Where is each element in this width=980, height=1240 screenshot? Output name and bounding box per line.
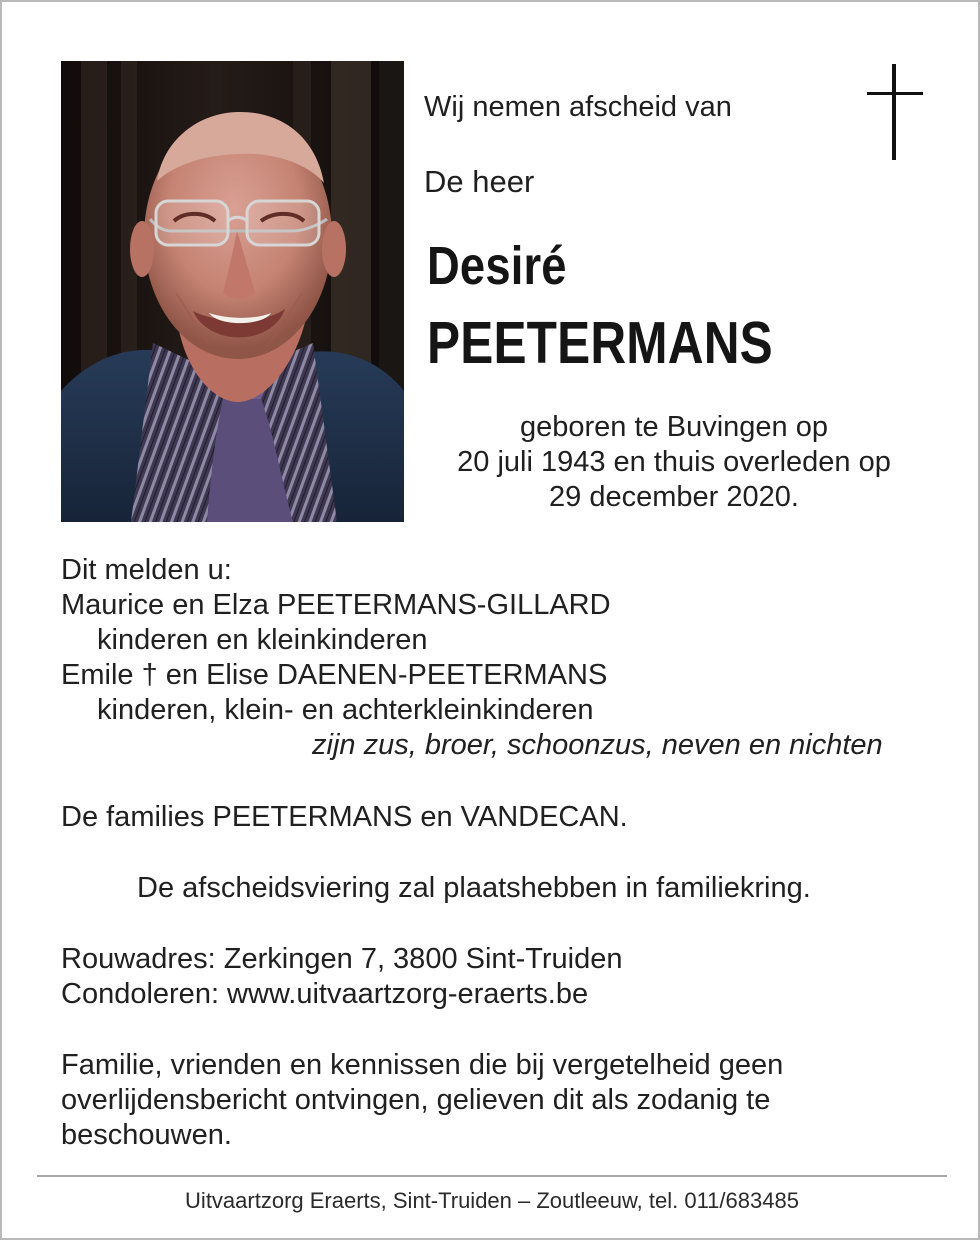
closing-line-2: overlijdensbericht ontvingen, gelieven dit als zodanig te [61,1084,771,1116]
condolence-link-text: Condoleren: www.uitvaartzorg-eraerts.be [61,978,589,1010]
funeral-home-footer: Uitvaartzorg Eraerts, Sint-Truiden – Zoutleeuw, tel. 011/683485 [185,1188,799,1213]
closing-line-1: Familie, vrienden en kennissen die bij vergetelheid geen [61,1049,784,1081]
cross-horizontal-bar [867,92,923,95]
cross-vertical-bar [892,64,896,160]
birth-line-3: 29 december 2020. [549,481,799,513]
announcer-line-1: Maurice en Elza PEETERMANS-GILLARD [61,589,611,621]
cross-icon [867,64,923,160]
announcer-line-5: zijn zus, broer, schoonzus, neven en nichten [312,729,883,761]
announcer-line-3: Emile † en Elise DAENEN-PEETERMANS [61,659,608,691]
intro-text: Wij nemen afscheid van [424,91,732,123]
announcer-line-4: kinderen, klein- en achterkleinkinderen [97,694,594,726]
portrait-photo [61,61,404,522]
deceased-first-name: Desiré [427,236,567,296]
mourning-address: Rouwadres: Zerkingen 7, 3800 Sint-Truiden [61,943,623,975]
birth-line-2: 20 juli 1943 en thuis overleden op [457,446,891,478]
salutation-text: De heer [424,164,535,199]
ceremony-text: De afscheidsviering zal plaatshebben in familiekring. [137,872,811,904]
deceased-surname: PEETERMANS [427,310,773,376]
footer-divider [37,1175,947,1177]
families-line: De families PEETERMANS en VANDECAN. [61,801,628,833]
announcers-heading: Dit melden u: [61,554,232,586]
birth-line-1: geboren te Buvingen op [520,411,828,443]
closing-line-3: beschouwen. [61,1119,232,1151]
announcer-line-2: kinderen en kleinkinderen [97,624,428,656]
